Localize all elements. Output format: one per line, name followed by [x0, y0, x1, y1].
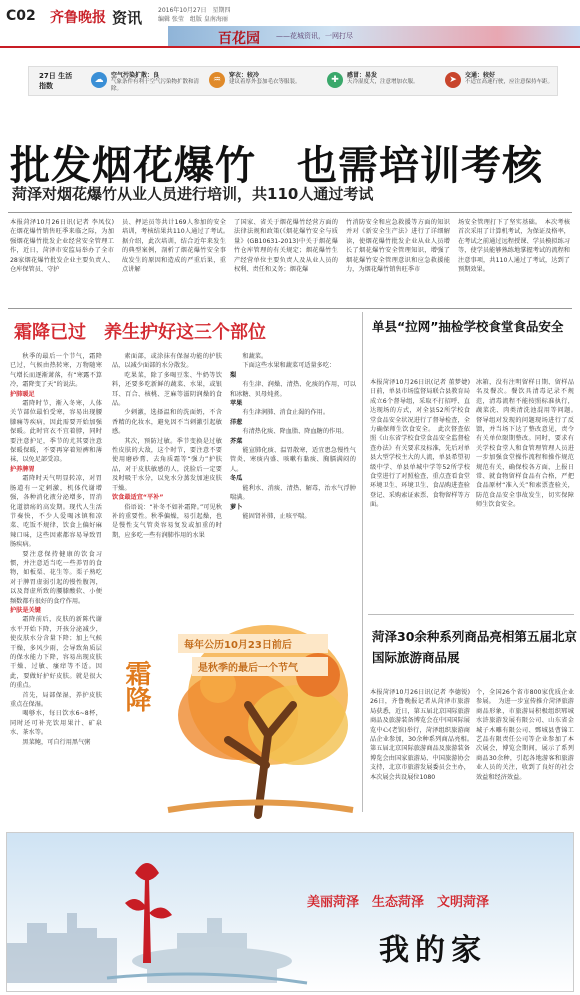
sub-heading: 护养脾胃 [10, 465, 35, 473]
top-article-col-4: 竹消防安全和应急救援等方面的知识并对《新安全生产法》进行了详细解读，使烟花爆竹批发企业从业人员增长了烟花爆竹安全管理知识，增强了烟花爆竹安全管理意识和应急救援能力，为烟花爆竹销售旺季市 [346, 219, 450, 274]
food-name: 冬瓜 [230, 475, 243, 483]
index-text: 天冷湿度大，注意增加衣服。 [347, 79, 419, 85]
food-name: 萝卜 [230, 503, 243, 511]
food-name: 梨 [230, 371, 237, 379]
paragraph: 吃果菜，除了多喝豆浆、牛奶等饮料，还要多吃新鲜的蔬菜、水果，或银耳、百合、核桃、芝麻等滋阴润燥的食品。 [112, 371, 222, 408]
art-title: 霜降 [121, 660, 151, 712]
main-headline: 批发烟花爆竹 也需培训考核 [10, 143, 543, 189]
paragraph: 有生津润肺、消食止渴的作用。 [242, 409, 330, 417]
left-section-col-2 [112, 352, 222, 562]
left-section-col-1 [10, 352, 102, 818]
top-article-col-3: 了国家、省关于烟花爆竹经营方面的法律法规和政策(《烟花爆竹安全与质量》(GB10631-2013)中关于烟花爆竹仓库管理的有关规定；烟花爆竹生产经营单位主要负责人及从业人员的权利、责任和义务；烟花爆 [234, 219, 338, 274]
food-name: 苹果 [230, 400, 243, 408]
paragraph: 下面这些水果和蔬菜可适量多吃： [242, 362, 336, 370]
header-banner [168, 26, 580, 46]
air-icon: ☁ [91, 72, 107, 88]
index-item [327, 69, 437, 95]
right-article-2-col-1: 本报菏泽10月26日讯(记者 李德锐) 26日，齐鲁晚报记者从菏泽市旅游局获悉，近日，第五届北京国际旅游商品及旅游装备博览会在中国国际展览中心(老馆)举行，菏泽组织旅游商品企业参加，30余种系列商品亮相。 第五届北京国际旅游商品及旅游装备博览会由国家旅游局、中国旅游协会支持，北京市旅游发展委员会主办，本次展会共设展位1080 [370, 689, 477, 781]
food-name: 芥菜 [230, 437, 243, 445]
index-item [445, 69, 555, 95]
art-caption-line-1: 每年公历10月23日前后 [178, 634, 328, 653]
right-article-1-title: 单县“拉网”抽检学校食堂食品安全 [372, 319, 564, 334]
issue-date: 2016年10月27日 星期四 [158, 7, 231, 14]
ad-home-text: 我的家 [379, 933, 487, 968]
index-item [209, 69, 319, 95]
top-article-col-5: 场安全管理打下了坚实基础。 本次考核首次采用了计算机考试，为保证及格率，在考试之前通过远程授课、学员模拟练习等，使学员能够熟练地掌握考试的流程和注意事项，共110人通过了考试，达到了预期效果。 [458, 219, 570, 274]
index-text: 不适宜高速行驶，应注意保持车距。 [465, 79, 554, 85]
life-index-label: 27日 生活指数 [39, 72, 73, 90]
paragraph: 少刺激，选择温和的洗面奶，不含香精的化妆水，避免因不当刺激引起敏感。 [112, 409, 222, 436]
issue-meta [158, 6, 318, 24]
art-caption-line-2: 是秋季的最后一个节气 [192, 657, 328, 676]
index-title: 交通：较好 [465, 72, 496, 79]
index-title: 空气污染扩散：良 [111, 72, 160, 79]
index-title: 穿衣：较冷 [229, 72, 260, 79]
right-article-1-col-2: 冰箱，没有注明留样日期、留样品名及餐次。餐饮具清毒记录不规范，清毒流程不能按照标准执行，蔬菜洗、肉类清洗池混用等问题。 督导组对发现的问题现场进行了反馈，并当场下达了整改意见，责令有关单位限期整改。同时，要求有关学校食堂人和食管理管理人员进一步加强食堂操作流程和操作规范规范有关，确保校各方面，上报日常、就食物留样食品有合格，严把食品原材“准入关”和索票查验关，防范食品安全事故发生，切实保障师生饮食安全。 [476, 379, 580, 509]
divider [8, 308, 572, 309]
paragraph: 能固肾补肺，止咳平喘。 [242, 512, 311, 520]
left-section-title: 霜降已过 养生护好这三个部位 [14, 322, 266, 343]
left-section-col-3 [230, 352, 356, 572]
sub-heading: 饮食最适宜“平补” [112, 494, 164, 502]
banner-tagline: ——花城资讯，一网打尽 [276, 32, 353, 40]
ad-slogan: 美丽菏泽 生态菏泽 文明菏泽 [307, 895, 490, 910]
paragraph: 喝够水，每日饮水6~8杯，同时还可补充饮用果汁、矿泉水、茶水等。 [10, 710, 102, 737]
art-caption [178, 634, 328, 674]
top-article-col-1: 本报菏泽10月26日讯(记者 李凤仪) 在烟花爆竹销售旺季来临之际，为加强烟花爆竹批发企业经营安全管理工作，近日，菏泽市安监局举办了全市28家烟花爆竹批发企业主要负责人、仓库保管员、守护 [10, 219, 121, 274]
cold-icon: ✚ [327, 72, 343, 88]
page-number: C02 [6, 8, 36, 24]
index-text: 气象条件有利于空气污染物扩散和清除。 [111, 79, 200, 92]
index-title: 感冒：易发 [347, 72, 378, 79]
index-text: 建议着厚外套加毛衣等服装。 [229, 79, 301, 85]
divider [368, 614, 574, 615]
paragraph: 和蔬菜。 [242, 353, 268, 360]
paragraph: 能利水、消痰、清热、解毒，治水气浮肿喘满。 [230, 484, 356, 502]
paragraph: 有清热化痰、降血脂、降血糖的作用。 [242, 428, 348, 436]
paragraph: 其次，预防过敏。季节变换是过敏性皮肤的大敌，这个时节，要注意不要使用磨砂膏、去角质霜等“强力”护肤品，对于皮肤敏感的人，洗脸后一定要及时吸干水分，以免水分蒸发加速皮肤干燥。 [112, 437, 222, 492]
index-item [91, 69, 201, 95]
top-article-col-2: 员、押运员等共计169人参加的安全培训，考核结果共110人通过了考试。 据介绍，此次培训，结合近年来发生的典型案例，剖析了烟花爆竹安全事故发生的原因和造成的严重后果，重点讲解 [122, 219, 233, 274]
paragraph: 霜降时节，渐入冬寒，人体关节部位最怕受寒，容易出现腰膝痛等疾病，因此需要开始加强保暖。此时官衣不宜着脖，同时要注意护足，季节的尤其要注意保暖保暖，不要再穿着短裤和薄袜，以免足部受凉。 [10, 400, 102, 464]
paragraph: 要注意保持健康的饮食习惯，并注意适当吃一些养胃的食物，如板栗、花生等。栗子熟吃对于脾胃虚弱引起的慢性腹泻，以及肾虚所致的腰膝酸软、小便频数都有很好的食疗作用。 [10, 550, 102, 605]
life-index-bar [28, 66, 558, 96]
traffic-icon: ➤ [445, 72, 461, 88]
clothing-icon: ♒ [209, 72, 225, 88]
right-article-1-col-1: 本报菏泽10月26日讯(记者 董梦婕) 日前，单县市场监督局联合县教育局成立6个督导组，采取不打招呼、直达现场的方式，对全县52所学校食堂食品安全状况进行了督导检查，全力确保师生饮食安全。 此次督查依照《山东省学校食堂食品安全监督检查办法》有关要求及标准，先后对单县大型学校主大的人流，单县希望初级中学、单县单城中学等52所学校食堂进行了对照检查，重点查看食堂环境卫生、环境卫生、食品购进查验登记、采购索证索票、食物留样等方面。 [370, 379, 477, 509]
paragraph: 有生津、润燥、清热、化痰的作用，可以和冰糖、贝母炖煮。 [230, 381, 356, 398]
right-article-2-title: 菏泽30余种系列商品亮相第五届北京国际旅游商品展 [372, 629, 577, 665]
bottom-advertisement [6, 832, 574, 992]
paragraph: 霜降时天气明显转凉，对胃肠道有一定刺激，机体代谢增强，各种消化液分泌增多，胃消化道溃疡的高发期。现代人生活节奏快，不少人爱喝冰镇和凉菜、吃饭不规律，饮食上偏好麻辣口味，这些因素都容易导致胃肠疾病。 [10, 475, 102, 549]
ad-city-illustration [7, 833, 575, 993]
paragraph: 黑菜鲍，可自行用黑气粥 [22, 738, 91, 746]
divider [8, 212, 572, 213]
right-article-2-col-2: 个，全国26个省市800家优质企业参展。 为进一步宣传推介菏泽旅游商品形象，市旅游局积极组织郓城水浒旅游发展有限公司、山东省金城子木雕有限公司、鄄城县曹锦工艺品有限责任公司等企业参加了本次展会，博览会期间，展示了系列商品30余种，引起各地游客和旅游业人员的关注，收到了良好的社会效益和经济效益。 [476, 689, 574, 781]
issue-editors: 编辑 张莹 组版 皇南海丽 [158, 16, 228, 23]
page-header [0, 0, 580, 48]
sub-headline: 菏泽对烟花爆竹从业人员进行培训，共110人通过考试 [12, 185, 374, 203]
paragraph: 俗语说：“补冬不如补霜降。”可见秋补的重要性。秋季偏燥，易引起燥，也是慢性支气管炎容易复发或加重的时期，应多吃一些有润肺作用的水果 [112, 503, 222, 539]
paragraph: 秋季的最后一个节气，霜降已过，气候由热转寒，万物随寒气增长而逐渐萧落，有“寒露不算冷，霜降变了天”的说法。 [10, 353, 102, 389]
newspaper-name: 齐鲁晚报 [50, 10, 106, 26]
sub-heading: 护肤是关键 [10, 606, 41, 614]
paragraph: 能宣肺化痰、温胃散寒，适宜患急慢性气管炎、寒痰内盛、咳嗽有黏痰、胸膈满闷的人。 [230, 447, 356, 473]
food-name: 洋葱 [230, 418, 243, 426]
banner-title: 百花园 [218, 31, 260, 47]
paragraph: 霜降前后，皮肤的新陈代谢水平开始下降，开孩分泌减少，使皮肤水分含量下降；加上气候干燥，多风少雨，会导致角质层的保水能力下降，容易出现皮肤干燥、过敏、瘙痒等不适。因此，要做好护好皮肤。就是很大的重点。 [10, 616, 102, 690]
sub-heading: 护肺暖足 [10, 390, 35, 398]
paragraph: 首先，局部保湿，养护皮肤重点在保湿。 [10, 691, 102, 709]
divider [362, 312, 363, 812]
paragraph: 素面部，或涂抹有保湿功能的护肤品，以减少面部的水分散发。 [112, 353, 222, 370]
section-name: 资讯 [112, 9, 143, 27]
